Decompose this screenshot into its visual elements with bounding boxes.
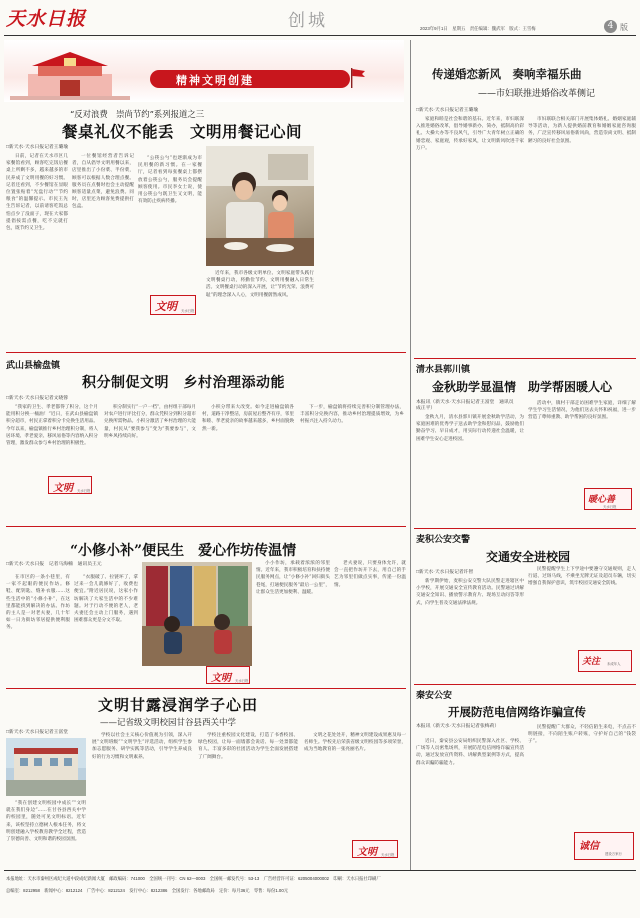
- article2-col4-text: 下一步，榆盘镇将持续完善积分制管理办法，丰富积分兑换内容，推动乡村治理提质增效，为乡村振兴注入持久动力。: [300, 405, 404, 425]
- tiananmen-illustration: [10, 44, 130, 102]
- article2-col1: [6, 404, 98, 524]
- sidebar4-stamp-text: 诚信: [579, 841, 599, 852]
- article4-col3: [198, 732, 298, 862]
- divider-article1: [6, 352, 406, 353]
- sidebar1-col2: [528, 116, 636, 356]
- article3-col2: [74, 574, 138, 694]
- article4-subtitle: ——记省级文明校园甘谷县西关中学: [100, 718, 237, 728]
- article4-stamp-text: 文明: [357, 847, 377, 858]
- article4-col1-text: “我在创建文明校园中成长”“文明就在我们身边”……在甘谷县西关中学的校园里，随处可见文明标语。近年来，该校坚持立德树人根本任务，将文明创建融入学校教育教学全过程，营造了崇德向善、文明和谐的校园氛围。: [6, 801, 86, 843]
- article3-col1: [6, 574, 70, 694]
- sidebar1-title2: ——市妇联推进婚俗改革侧记: [478, 89, 596, 99]
- article3-byline: □新天水·天水日报 记者马海楠 通讯员王元: [6, 562, 102, 567]
- sidebar2-col1: [416, 414, 524, 522]
- article2-stamp-sub: 天水日报: [77, 489, 91, 493]
- article3-title: “小修小补”便民生 爱心作坊传温情: [70, 543, 297, 559]
- article2-byline: □新天水·天水日报记者文晓蓉: [6, 396, 69, 401]
- school-photo: [6, 738, 86, 796]
- banner: [4, 40, 404, 102]
- article2-col2-text: 积分制实行“一户一档”，由村组干部每月对农户进行评比打分，群众凭积分到积分超市兑换所需物品。小积分激活了乡村治理的大能量，村民从“要我参与”变为“我要参与”，文明乡风持续向好。: [104, 405, 196, 439]
- article4-col3-text: 学校注重校园文化建设，打造了书香校园、绿色校园，让每一面墙都会说话、每一处景都能育人。丰富多彩的社团活动为学生全面发展搭建了广阔舞台。: [198, 733, 298, 760]
- article3-col4-text: 老夫妻说，只要身体允许，就会一直把作坊开下去，用自己的手艺为邻里们做点实事，传递一份温情。: [334, 561, 406, 588]
- sidebar1-col2-text: 市妇联联合相关部门开展集体婚礼、婚姻家庭辅导等活动，为新人提供婚前教育和婚姻家庭咨询服务，广泛宣传移风易俗新风尚，营造崇尚文明、抵制陋习的良好社会氛围。: [528, 117, 636, 144]
- sidebar3-col1-text: 新学期伊始，麦积公安交警大队民警走进辖区中小学校，开展交通安全宣传教育活动。民警通过讲解交通安全知识、播放警示教育片、现场互动问答等形式，向学生普及交通法律法规。: [416, 579, 524, 606]
- dining-photo-image: [206, 146, 314, 266]
- article3-col3: [256, 560, 330, 672]
- article4-col2: [92, 732, 192, 862]
- article1-col4: [206, 270, 314, 352]
- article4-stamp-sub: 天水日报: [381, 853, 395, 857]
- workshop-photo: [142, 562, 252, 666]
- sidebar4-col2: [528, 724, 636, 824]
- banner-title: 精神文明创建: [176, 74, 254, 87]
- date-line: 2023年9月1日 星期五 责任编辑：魏武军 版式：王雪梅: [420, 26, 536, 31]
- divider-sidebar3: [414, 684, 636, 685]
- article3-stamp-text: 文明: [211, 673, 231, 684]
- article4-col1: [6, 800, 86, 862]
- dining-photo: [206, 146, 314, 266]
- article1-col1: [6, 153, 68, 353]
- sidebar2-stamp: [584, 488, 632, 510]
- sidebar1-col1: [416, 116, 524, 356]
- footer-line2: 总编室：8212958 新闻中心：8212124 广告中心：8212124 发行中心：8212386 全国发行：各地邮政局 定价：每月36元 零售：每份1.00元: [6, 888, 289, 893]
- article2-col4: [300, 404, 404, 524]
- article4-byline: □新天水·天水日报记者王富堂: [6, 730, 69, 735]
- article1-stamp-sub: 天水日报: [181, 309, 195, 313]
- page-number: 4: [607, 21, 614, 31]
- page-suffix: 版: [620, 23, 628, 32]
- sidebar4-col1-text: 近日，秦安县公安局组织民警深入社区、学校、广场等人员密集场所，开展防范电信网络诈骗宣传活动，通过发放宣传资料、讲解典型案例等方式，提高群众识骗防骗能力。: [416, 739, 524, 766]
- sidebar3-stamp-text: 关注: [582, 657, 601, 667]
- sidebar2-col2: [528, 400, 636, 484]
- article1-col3-text: “公筷公勺”也逐渐成为市民用餐的新习惯。在一家餐厅，记者看到每张餐桌上都摆放着公筷公勺，服务员会提醒顾客使用。市民李女士说，使用公筷公勺既卫生又文明，能有效防止疾病传播。: [138, 156, 202, 205]
- sidebar4-region: 秦安公安: [416, 691, 453, 701]
- sidebar2-byline: 本报讯（新天水·天水日报记者王富堂 通讯员成正平）: [416, 400, 514, 411]
- masthead-rule: [4, 35, 636, 36]
- article2-col1-text: “我家的卫生、孝老都得了积分，这个月能用积分换一桶油！”近日，在武山县榆盘镇积分超市，村民正拿着积分卡兑换生活用品。今年以来，榆盘镇推行乡村治理积分制，将人居环境、孝老爱亲、移风易俗等内容纳入积分管理，激发群众参与乡村治理的积极性。: [6, 405, 98, 447]
- sidebar4-stamp-sub: 建设万家行: [605, 852, 622, 856]
- article4-col4-text: 文明之花处处开，精神文明建设成果惠及每一名师生。学校先后荣获省级文明校园等多项荣誉，成为当地教育的一张亮丽名片。: [304, 733, 406, 753]
- article2-col2: [104, 404, 196, 524]
- flag-icon: [350, 68, 366, 88]
- workshop-photo-image: [142, 562, 252, 666]
- article3-stamp-sub: 天水日报: [235, 679, 249, 683]
- sidebar2-title: 金秋助学显温情 助学帮困暖人心: [432, 380, 613, 394]
- article1-kicker: “反对浪费 崇尚节约”系列报道之三: [70, 109, 205, 119]
- sidebar1-title1: 传递婚恋新风 奏响幸福乐曲: [432, 67, 582, 81]
- sidebar3-stamp: [578, 650, 632, 672]
- divider-article3: [6, 688, 406, 689]
- article2-col3-text: 小积分带来大改变。如今走进榆盘镇各村，道路干净整洁，房前屋后整齐有序，邻里和睦、孝老爱亲的故事越来越多，乡村面貌焕然一新。: [202, 405, 294, 432]
- article1-byline: □新天水·天水日报记者王璐瑜: [6, 145, 69, 150]
- masthead: [0, 0, 640, 34]
- sidebar3-byline: □新天水·天水日报记者许智: [416, 570, 474, 575]
- sidebar2-col2-text: 活动中，镇村干部走访困难学生家庭，详细了解学生学习生活情况，为他们送去关怀和祝福，进一步营造了尊师重教、助学帮困的良好氛围。: [528, 401, 636, 421]
- article1-stamp: [150, 295, 196, 315]
- footer-line1: 本报地址：天水市秦州区成纪大道中段成纪新闻大厦 邮政编码：741000 全国统一刊号：CN 62—0003 全国统一邮发代号：53-13 广告经营许可证：6205004000002 印刷：天水日报社印刷厂: [6, 876, 381, 881]
- sidebar2-col1-text: 金秋九月，清水县郭川镇开展金秋助学活动，为家庭困难的优秀学子送去助学金和慰问品，鼓励他们勤奋学习、早日成才，用实际行动传递社会温暖，让困难学生安心走进校园。: [416, 415, 524, 442]
- article3-col2-text: “衣服破了、拉链坏了，拿过来一会儿就修好了，收费也便宜。”附近居民说，这家小作坊解决了大家生活中的不少难题。对于行动不便的老人，老夫妻还会主动上门服务，遇到困难群众更是分文不取。: [74, 575, 138, 624]
- sidebar4-col2-text: 民警提醒广大群众，不轻信陌生来电，不点击不明链接，不向陌生账户转账，守护好自己的“钱袋子”。: [528, 725, 636, 745]
- sidebar2-stamp-text: 暖心善: [588, 495, 616, 505]
- article2-col3: [202, 404, 294, 524]
- sidebar3-stamp-sub: 未成年人: [607, 662, 621, 666]
- sidebar3-title: 交通安全进校园: [486, 550, 571, 564]
- divider-article2: [6, 526, 406, 527]
- sidebar3-region: 麦积公安交警: [416, 535, 471, 545]
- article2-stamp: [48, 476, 92, 494]
- article3-col4: [334, 560, 406, 672]
- section-name: 创城: [288, 11, 328, 31]
- article1-col3: [138, 155, 202, 355]
- article4-title: 文明甘露浸润学子心田: [98, 696, 259, 714]
- article1-col2-text: 一位餐馆经营者告诉记者，自从倡导文明用餐以来，店里推出了小份菜、半份菜，顾客可以根据人数合理点餐。服务员在点餐时也会主动提醒顾客适量点菜，避免浪费。同时，店里还为顾客免费提供打包盒。: [72, 154, 134, 210]
- article2-region: 武山县榆盘镇: [6, 361, 61, 371]
- sidebar2-stamp-sub: 天水日报: [603, 505, 617, 509]
- newspaper-logo: 天水日报: [6, 8, 87, 30]
- article1-col1-text: 日前，记者在天水市区几家餐馆看到，顾客吃完饭后餐桌上所剩不多，越来越多的市民养成了文明用餐的好习惯。记者还看到，不少餐馆在显眼位置张贴着“光盘行动”“节约粮食”的温馨提示。市民王先生告诉记者，以前请客吃饭总怕点少了没面子，现在大家都提倡按需点餐，吃不完就打包，既节约又卫生。: [6, 154, 68, 232]
- divider-sidebar2: [414, 528, 636, 529]
- sidebar4-byline: 本报讯（新天水·天水日报记者张梅莉）: [416, 724, 500, 729]
- sidebar4-col1: [416, 738, 524, 862]
- article3-col3-text: 小小作坊，承载着浓浓的邻里情。近年来，我市积极培育和扶持便民服务网点，让“小修小补”回归街头巷尾，打通便民服务“最后一公里”，让群众生活更加便利、温暖。: [256, 561, 330, 595]
- article1-stamp-text: 文明: [155, 300, 177, 313]
- article1-col4-text: 近年来，我市各级文明单位、文明家庭带头践行文明餐桌行动，将勤俭节约、文明用餐融入日常生活。文明餐桌行动的深入开展，让“节约光荣、浪费可耻”的理念深入人心，文明用餐蔚然成风。: [206, 271, 314, 298]
- sidebar1-byline: □新天水·天水日报记者王璐瑜: [416, 108, 479, 113]
- sidebar4-stamp: [574, 832, 634, 860]
- article2-stamp-text: 文明: [53, 483, 73, 494]
- article4-col2-text: 学校以社会主义核心价值观为引领，深入开展“文明班级”“文明学生”评选活动，组织学生参加志愿服务、研学实践等活动，引导学生养成良好的行为习惯和文明素养。: [92, 733, 192, 760]
- article3-col1-text: 在市区的一条小巷里，有一家不起眼的便民作坊。修鞋、配钥匙、缝补衣服……这些生活中的“小修小补”，在这里都能找到解决的办法。作坊的主人是一对老夫妻，几十年如一日为街坊邻居提供便利服务。: [6, 575, 70, 631]
- sidebar1-col1-text: 家庭和睦是社会和谐的基石。近年来，市妇联深入推进婚俗改革，倡导婚事新办、简办，抵制高价彩礼、大操大办等不良风气，引导广大青年树立正确的婚恋观、家庭观，传承好家风，让文明新风吹进千家万户。: [416, 117, 524, 151]
- school-photo-image: [6, 738, 86, 796]
- article4-stamp: [352, 840, 398, 858]
- sidebar3-col2-text: 民警提醒学生上下学途中要遵守交通规则，走人行道、过斑马线，不乘坐无牌无证及超员车辆，切实增强自我保护意识，筑牢校园交通安全防线。: [528, 567, 636, 587]
- article2-title: 积分制促文明 乡村治理添动能: [82, 375, 285, 391]
- footer-rule: [4, 870, 636, 871]
- article1-col2: [72, 153, 134, 353]
- right-column-rule: [410, 40, 411, 870]
- sidebar4-title: 开展防范电信网络诈骗宣传: [448, 705, 586, 719]
- article1-title: 餐桌礼仪不能丢 文明用餐记心间: [62, 122, 303, 141]
- sidebar2-region: 清水县郭川镇: [416, 365, 471, 375]
- sidebar3-col2: [528, 566, 636, 646]
- divider-sidebar1: [414, 358, 636, 359]
- sidebar3-col1: [416, 578, 524, 682]
- page-number-badge: [604, 20, 617, 33]
- article3-stamp: [206, 666, 250, 684]
